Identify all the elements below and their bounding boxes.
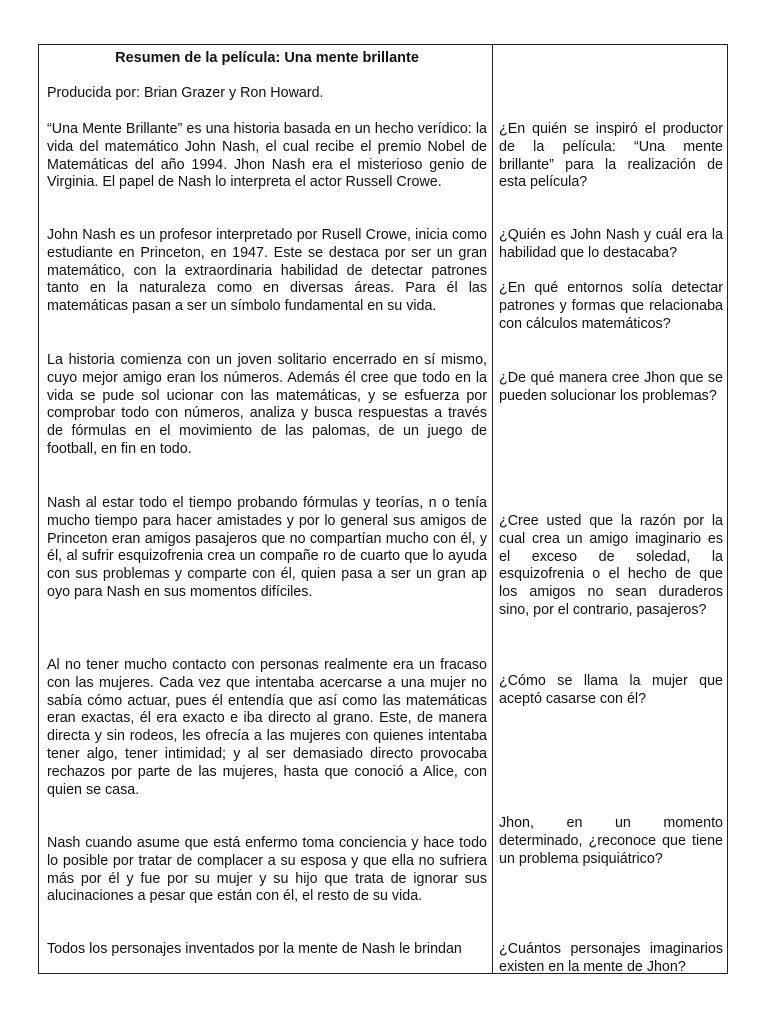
- question-6: ¿Cómo se llama la mujer que aceptó casarse con él?: [499, 673, 723, 707]
- page-title: Resumen de la película: Una mente brillante: [115, 50, 419, 66]
- question-1: ¿En quién se inspiró el productor de la película: “Una mente brillante” para la realización de esta película?: [499, 121, 723, 191]
- question-3: ¿En qué entornos solía detectar patrones y formas que relacionaba con cálculos matemáticos?: [499, 280, 723, 332]
- paragraph-characters: Todos los personajes inventados por la mente de Nash le brindan: [47, 941, 462, 957]
- paragraph-friends: Nash al estar todo el tiempo probando fórmulas y teorías, n o tenía mucho tiempo para hacer amistades y por lo general sus amigos de Princeton eran amigos pasajeros que no compartían mucho con él, y él, al sufrir esquizofrenia crea un compañe ro de cuarto que lo ayuda con sus problemas y comparte con él, quien pasa a ser un gran ap oyo para Nash en sus momentos difíciles.: [47, 495, 487, 600]
- question-7: Jhon, en un momento determinado, ¿reconoce que tiene un problema psiquiátrico?: [499, 815, 723, 867]
- questions-column: [499, 45, 723, 973]
- question-4: ¿De qué manera cree Jhon que se pueden solucionar los problemas?: [499, 370, 723, 404]
- paragraph-producers: Producida por: Brian Grazer y Ron Howard.: [47, 85, 324, 101]
- document-table: [38, 44, 728, 974]
- paragraph-illness: Nash cuando asume que está enfermo toma conciencia y hace todo lo posible por tratar de complacer a su esposa y que ella no sufriera más por él y fue por su mujer y su hijo que trata de ignorar sus alucinaciones a pesar que están con él, el resto de su vida.: [47, 835, 487, 905]
- paragraph-story-start: La historia comienza con un joven solitario encerrado en sí mismo, cuyo mejor amigo eran los números. Además él cree que todo en la vida se pude sol ucionar con las matemáticas, y se esfuerza por comprobar todo con números, analiza y busca respuestas a través de fórmulas en el movimiento de las palomas, de un juego de football, en fin en todo.: [47, 352, 487, 457]
- column-divider: [492, 45, 493, 973]
- paragraph-nash-profile: John Nash es un profesor interpretado por Rusell Crowe, inicia como estudiante en Princeton, en 1947. Este se destaca por ser un gran matemático, con la extraordinaria habilidad de detectar patrones tanto en la naturaleza como en diversas áreas. Para él las matemáticas pasan a ser un símbolo fundamental en su vida.: [47, 227, 487, 315]
- paragraph-women: Al no tener mucho contacto con personas realmente era un fracaso con las mujeres. Cada vez que intentaba acercarse a una mujer no sabía cómo actuar, pues él entendía que así como las matemáticas eran exactas, él era exacto e iba directo al grano. Este, de manera directa y sin rodeos, les ofrecía a las mujeres con quienes intentaba tener algo, tener intimidad; y al ser demasiado directo provocaba rechazos por parte de las mujeres, hasta que conoció a Alice, con quien se casa.: [47, 657, 487, 798]
- question-8: ¿Cuántos personajes imaginarios existen en la mente de Jhon?: [499, 941, 723, 975]
- summary-column: [47, 45, 487, 973]
- question-2: ¿Quién es John Nash y cuál era la habilidad que lo destacaba?: [499, 227, 723, 261]
- paragraph-intro: “Una Mente Brillante” es una historia basada en un hecho verídico: la vida del matemático John Nash, el cual recibe el premio Nobel de Matemáticas del año 1994. Jhon Nash era el misterioso genio de Virginia. El papel de Nash lo interpreta el actor Russell Crowe.: [47, 121, 487, 191]
- question-5: ¿Cree usted que la razón por la cual crea un amigo imaginario es el exceso de soledad, la esquizofrenia o el hecho de que los amigos no sean duraderos sino, por el contrario, pasajeros?: [499, 513, 723, 618]
